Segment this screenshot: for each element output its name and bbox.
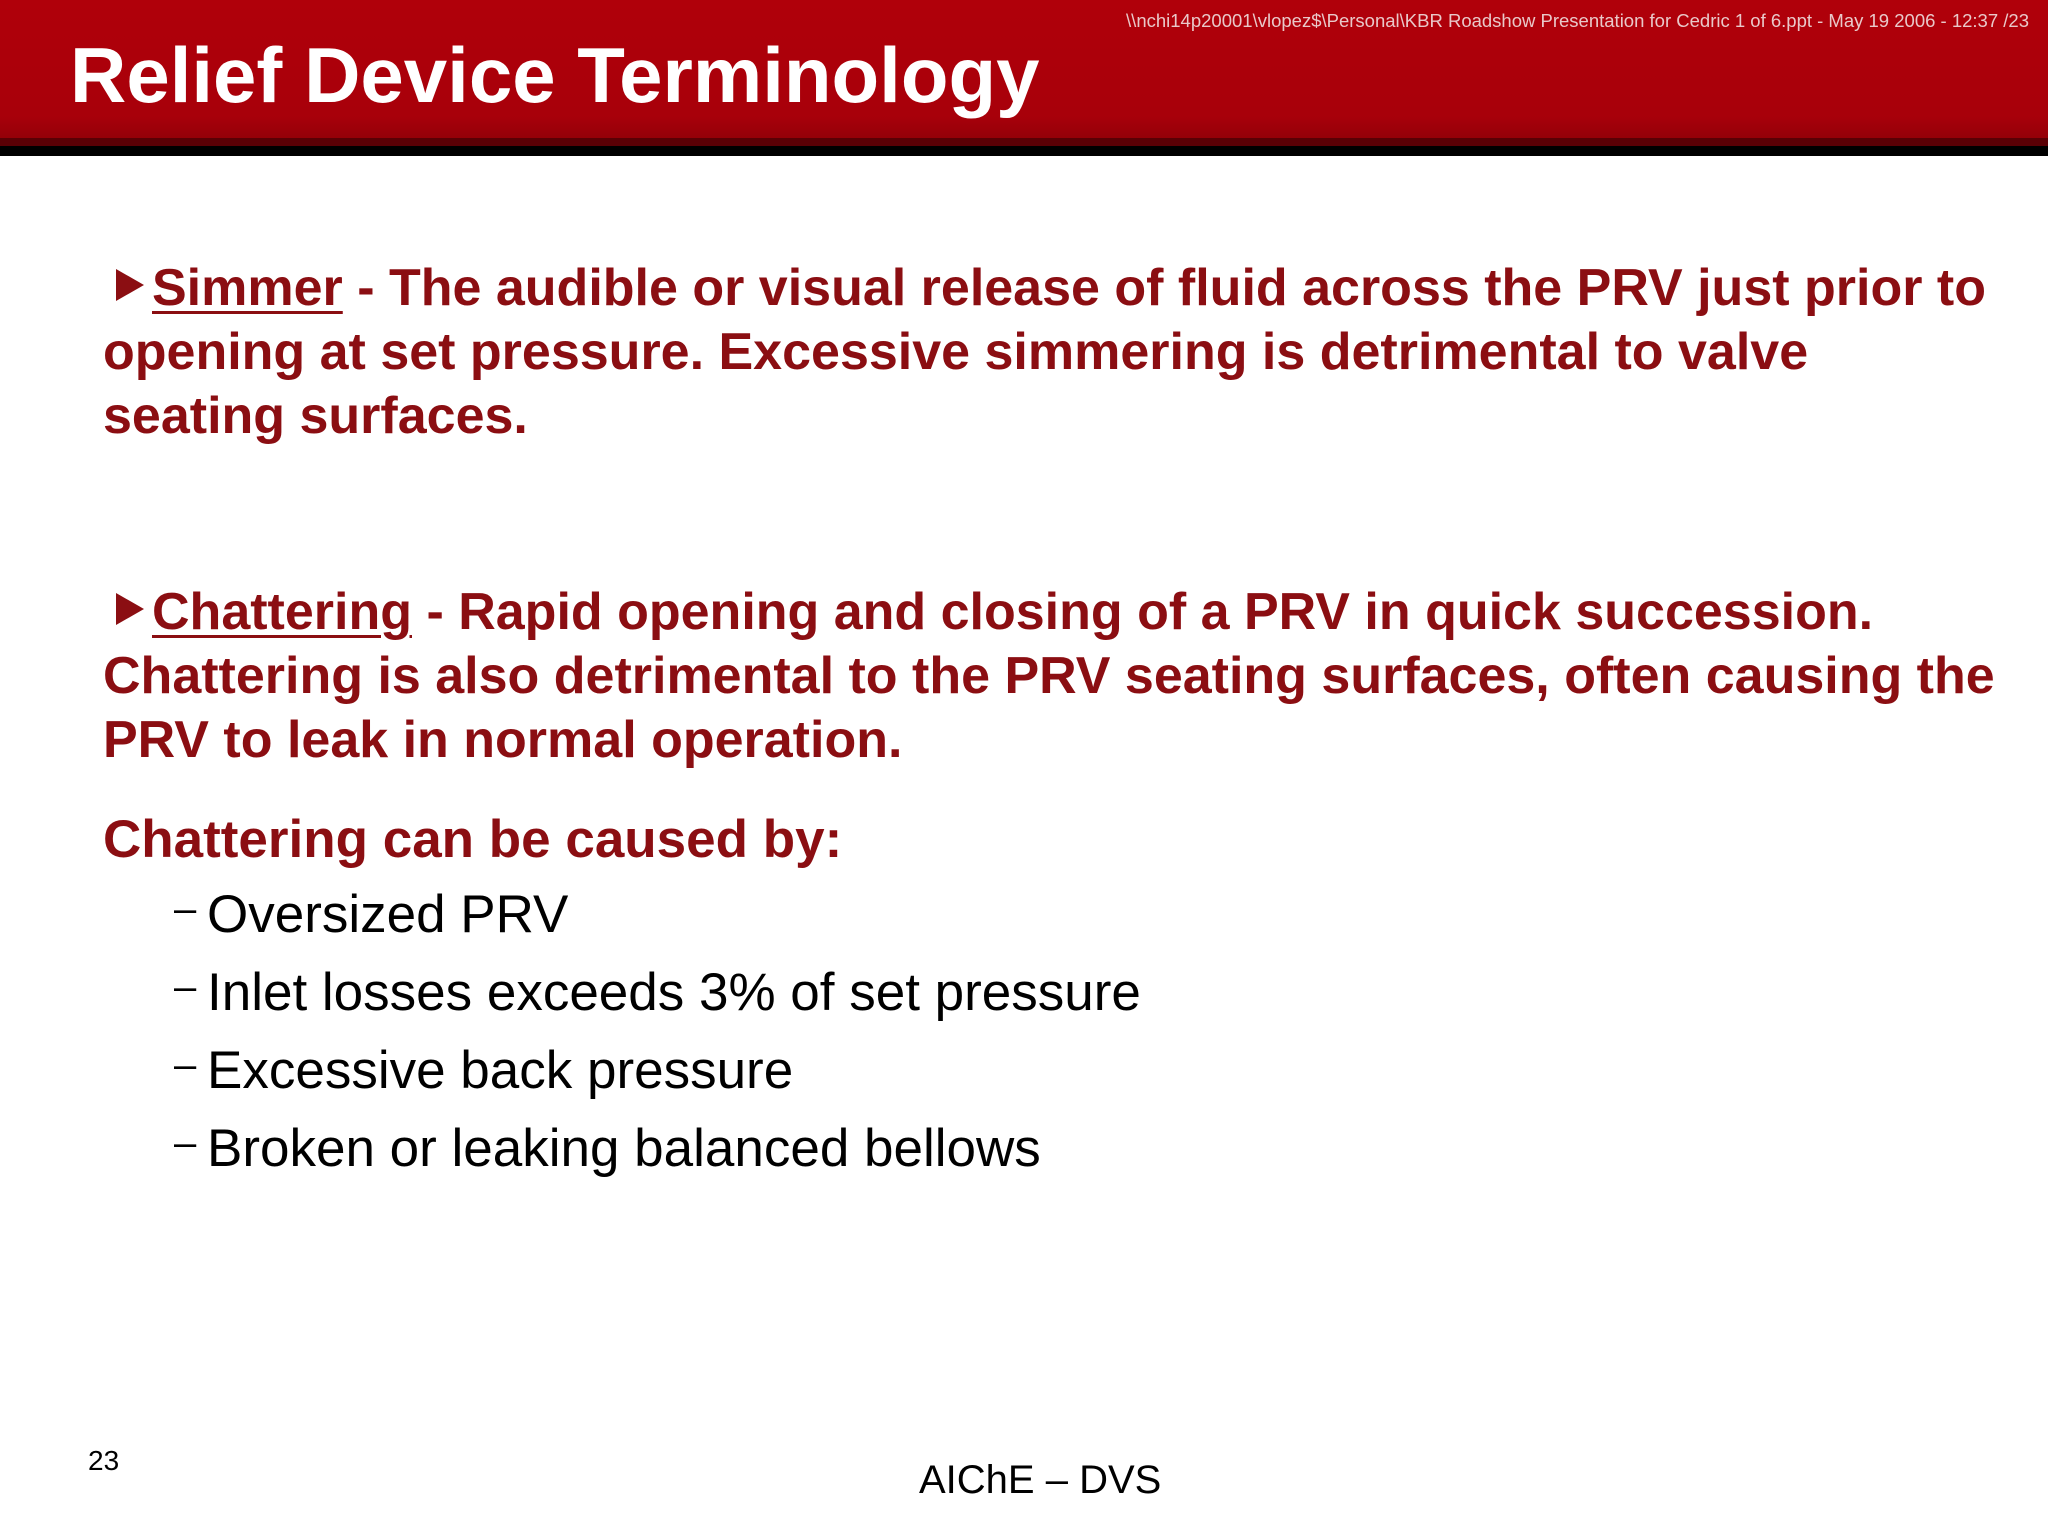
list-item-text: Inlet losses exceeds 3% of set pressure — [207, 963, 1141, 1022]
page-number: 23 — [88, 1445, 120, 1476]
footer-organization: AIChE – DVS — [919, 1458, 1162, 1502]
list-item-text: Excessive back pressure — [207, 1041, 794, 1100]
list-item — [170, 1039, 1141, 1117]
term-definition-chattering — [103, 580, 2003, 772]
triangle-bullet-icon — [116, 593, 144, 625]
dash-bullet-icon: – — [174, 1043, 197, 1087]
causes-list — [170, 883, 1141, 1195]
slide-title: Relief Device Terminology — [70, 31, 1040, 119]
dash-bullet-icon: – — [174, 887, 197, 931]
list-item — [170, 883, 1141, 961]
list-item-text: Broken or leaking balanced bellows — [207, 1119, 1041, 1178]
causes-heading: Chattering can be caused by: — [103, 810, 843, 869]
header-shadow — [0, 138, 2048, 146]
term-definition-text: - Rapid opening and closing of a PRV in quick succession. Chattering is also detrimental to the PRV seating surfaces, often causing the PRV to leak in normal operation. — [103, 583, 1995, 769]
term-name: Chattering — [152, 583, 412, 641]
term-name: Simmer — [152, 259, 343, 317]
file-path-label: \\nchi14p20001\vlopez$\Personal\KBR Roadshow Presentation for Cedric 1 of 6.ppt - May 19 2006 - 12:37 /23 — [1126, 10, 2029, 31]
list-item — [170, 1117, 1141, 1195]
dash-bullet-icon: – — [174, 1121, 197, 1165]
list-item — [170, 961, 1141, 1039]
term-definition-simmer — [103, 256, 2003, 448]
term-definition-text: - The audible or visual release of fluid across the PRV just prior to opening at set pressure. Excessive simmering is detrimental to valve seating surfaces. — [103, 259, 1986, 445]
header-divider — [0, 146, 2048, 156]
list-item-text: Oversized PRV — [207, 885, 569, 944]
dash-bullet-icon: – — [174, 965, 197, 1009]
triangle-bullet-icon — [116, 269, 144, 301]
